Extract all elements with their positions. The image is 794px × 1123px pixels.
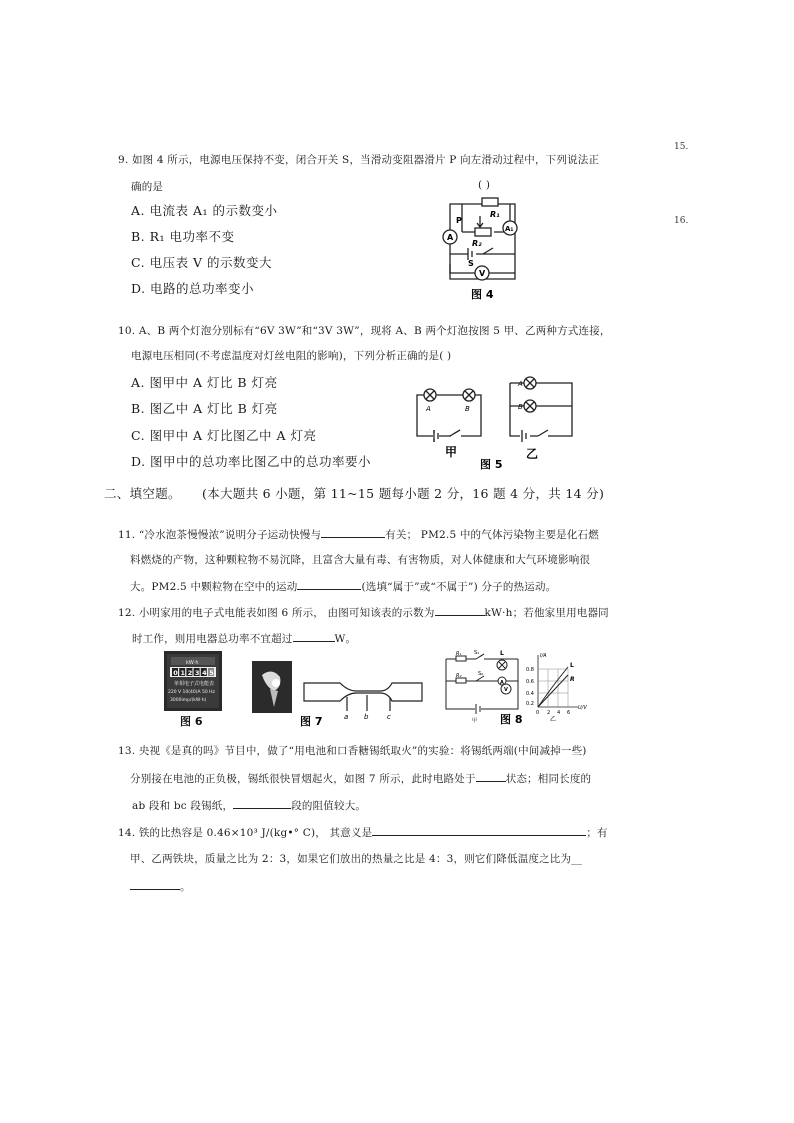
fig6-digit: 5 [209, 669, 214, 677]
q11-blank-1[interactable] [321, 526, 385, 538]
q14-line1 [118, 824, 608, 840]
q13-blank-2[interactable] [233, 797, 291, 809]
q12-line2 [132, 630, 356, 646]
q9-option-d: D. 电路的总功率变小 [131, 281, 255, 296]
q11-line2: 料燃烧的产物，这种颗粒物不易沉降，且富含大量有毒、有害物质，对人体健康和大气环境影响很 [130, 554, 591, 566]
fig4-label-p: P [456, 216, 462, 225]
figure-5-circuits [412, 378, 582, 470]
q9-option-a: A. 电流表 A₁ 的示数变小 [131, 203, 278, 218]
fig6-digit: 0 [173, 669, 178, 677]
fig8-curve-l: L [570, 662, 574, 669]
q12-blank-2[interactable] [293, 630, 335, 642]
fig4-caption: 图 4 [471, 288, 494, 301]
fig4-label-r1: R₁ [490, 210, 500, 219]
fig8-label-v: V [504, 687, 508, 693]
fig7-caption: 图 7 [300, 715, 323, 728]
fig8-label-l: L [500, 650, 504, 657]
q12-line2-b: W。 [334, 633, 357, 645]
fig6-digit: 1 [180, 669, 186, 677]
fig8-ytick-1: 0.6 [526, 679, 534, 685]
q10-option-d: D. 图甲中的总功率比图乙中的总功率要小 [131, 454, 372, 469]
q13-line3-a: ab 段和 bc 段锡纸， [132, 800, 234, 812]
fig4-label-a1: A₁ [505, 225, 514, 233]
q10-option-b: B. 图乙中 A 灯比 B 灯亮 [131, 401, 278, 416]
fig6-unit: kW·h [186, 660, 199, 666]
q10-option-a: A. 图甲中 A 灯比 B 灯亮 [131, 375, 278, 390]
fig6-imp: 3000imp/(kW·h) [170, 698, 207, 703]
q13-blank-1[interactable] [476, 770, 506, 782]
q14-blank-2[interactable] [130, 878, 180, 890]
q14-line2: 甲、乙两铁块，质量之比为 2：3，如果它们放出的热量之比是 4：3，则它们降低温度之比为__ [130, 853, 583, 865]
fig4-label-a: A [447, 233, 454, 242]
q11-line3-a: 大。PM2.5 中颗粒物在空中的运动 [130, 581, 298, 593]
q11-line1-a: 11. “冷水泡茶慢慢浓”说明分子运动快慢与 [118, 529, 322, 541]
fig6-digit: 2 [187, 669, 193, 677]
q13-line3 [132, 797, 366, 813]
fig8-xtick-0: 0 [536, 710, 540, 716]
fig5-jia-lamp-a: A [426, 405, 431, 413]
fig5-yi-lamp-b: B [518, 403, 523, 411]
fig7-label-c: c [387, 713, 391, 721]
q10-stem-line2: 电源电压相同(不考虑温度对灯丝电阻的影响)，下列分析正确的是( ) [131, 350, 452, 362]
fig7-label-b: b [364, 713, 369, 721]
margin-number-16: 16. [674, 216, 689, 226]
margin-number-15: 15. [674, 142, 689, 152]
fig4-label-s: S [468, 259, 474, 268]
q12-line1-a: 12. 小明家用的电子式电能表如图 6 所示， 由图可知该表的示数为 [118, 607, 435, 619]
fig5-label-yi: 乙 [526, 447, 539, 461]
fig8-caption: 图 8 [500, 713, 523, 726]
section-2-title: 二、填空题。 [104, 486, 181, 501]
q9-stem-line1: 9. 如图 4 所示，电源电压保持不变，闭合开关 S，当滑动变阻器滑片 P 向左滑动过程中，下列说法正 [118, 154, 600, 166]
fig8-label-jia: 甲 [472, 718, 478, 724]
q12-blank-1[interactable] [435, 604, 485, 616]
fig8-label-a: A [500, 680, 504, 686]
fig4-label-v: V [479, 269, 486, 278]
fig8-label-s1: S₁ [474, 650, 480, 656]
fig8-xtick-2: 4 [557, 710, 561, 716]
q14-line1-b: ；有 [586, 827, 608, 839]
fig8-label-s2: S₂ [478, 671, 484, 677]
fig6-spec: 220 V 10(40)A 50 Hz [168, 690, 215, 695]
fig5-label-jia: 甲 [445, 445, 458, 459]
fig5-caption: 图 5 [480, 458, 503, 471]
fig8-ytick-3: 0.2 [526, 701, 534, 707]
fig8-curve-r: R [570, 676, 575, 683]
fig5-yi-lamp-a: A [518, 380, 523, 388]
q9-option-c: C. 电压表 V 的示数变大 [131, 255, 273, 270]
fig8-label-yi: 乙 [550, 716, 557, 723]
q14-line3-b: 。 [180, 881, 191, 893]
fig8-label-r1: R₁ [456, 651, 462, 657]
q11-line1-b: 有关； PM2.5 中的气体污染物主要是化石燃 [385, 529, 599, 541]
fig6-meter-name: 单相电子式电能表 [174, 681, 215, 687]
q9-option-b: B. R₁ 电功率不变 [131, 229, 235, 244]
fig8-ytick-2: 0.4 [526, 691, 534, 697]
q9-answer-paren: ( ) [478, 179, 491, 191]
q11-line3 [130, 578, 556, 594]
q12-line1 [118, 604, 609, 620]
fig6-caption: 图 6 [180, 715, 203, 728]
figure-7-tinfoil [252, 661, 424, 727]
fig4-label-r2: R₂ [472, 239, 482, 248]
q10-stem-line1: 10. A、B 两个灯泡分别标有“6V 3W”和“3V 3W”，现将 A、B 两个灯泡按图 5 甲、乙两种方式连接， [118, 325, 611, 337]
figure-6-meter [164, 651, 226, 727]
q14-blank-1[interactable] [372, 824, 586, 836]
fig8-xtick-1: 2 [547, 710, 551, 716]
q13-line3-b: 段的阻值较大。 [291, 800, 367, 812]
fig8-xtick-3: 6 [567, 710, 571, 716]
fig8-ytick-0: 0.8 [526, 667, 534, 673]
fig8-graph-ylabel: I/A [540, 653, 547, 659]
q13-line2 [130, 770, 591, 786]
fig8-graph-xlabel: U/V [578, 705, 587, 711]
q11-line1 [118, 526, 599, 542]
q10-option-c: C. 图甲中 A 灯比图乙中 A 灯亮 [131, 428, 317, 443]
q13-line2-b: 状态；相同长度的 [505, 773, 592, 785]
q13-line1: 13. 央视《是真的吗》节目中，做了“用电池和口香糖锡纸取火”的实验：将锡纸两端(中间减掉一些) [118, 745, 587, 757]
fig5-jia-lamp-b: B [465, 405, 470, 413]
section-2-note: (本大题共 6 小题，第 11~15 题每小题 2 分，16 题 4 分，共 14 分) [202, 486, 605, 501]
q12-line2-a: 时工作，则用电器总功率不宜超过 [132, 633, 293, 645]
q14-line3 [130, 878, 191, 894]
fig6-digit: 3 [194, 669, 200, 677]
figure-8-circuit-and-graph [442, 651, 592, 727]
q13-line2-a: 分别接在电池的正负极，锡纸很快冒烟起火，如图 7 所示，此时电路处于 [130, 773, 476, 785]
figure-4-circuit [438, 192, 528, 302]
q11-blank-2[interactable] [297, 578, 361, 590]
fig7-label-a: a [344, 713, 349, 721]
q14-line1-a: 14. 铁的比热容是 0.46×10³ J/(kg•° C)， 其意义是 [118, 827, 373, 839]
q12-line1-b: kW·h；若他家里用电器同 [484, 607, 609, 619]
q9-stem-line2: 确的是 [131, 181, 164, 193]
q11-line3-b: (选填“属于”或“不属于”) 分子的热运动。 [361, 581, 557, 593]
fig8-label-r2: R₂ [456, 673, 462, 679]
fig6-digit: 4 [202, 669, 207, 677]
